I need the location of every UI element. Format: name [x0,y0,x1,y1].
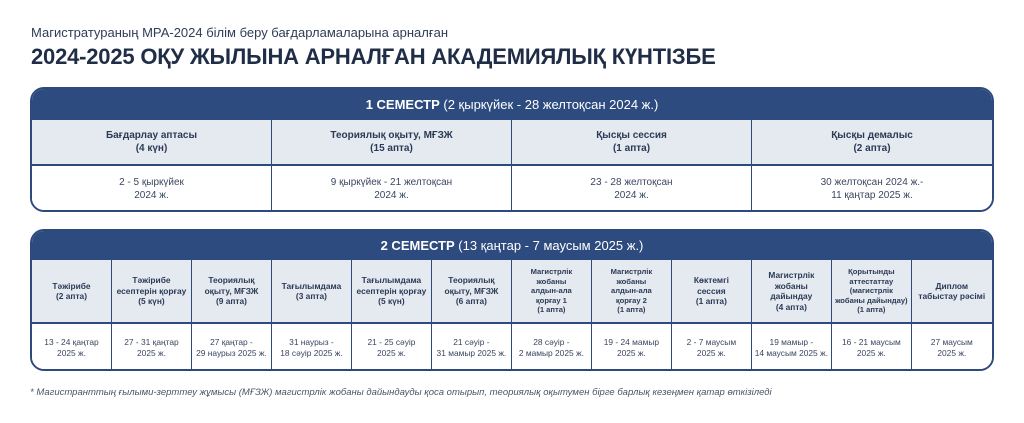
semester-2-range: (13 қаңтар - 7 маусым 2025 ж.) [454,238,644,253]
sem1-col-header: Қысқы сессия (1 апта) [512,120,752,164]
semester-2-header-row [32,260,992,324]
semester-2-label: 2 СЕМЕСТР [380,238,455,253]
semester-1-range: (2 қыркүйек - 28 желтоқсан 2024 ж.) [439,97,659,112]
semester-1-label: 1 СЕМЕСТР [365,97,440,112]
semester-2-header [32,231,992,260]
sem2-date-cell: 2 - 7 маусым 2025 ж. [672,324,752,371]
sem2-col-header: Теориялық оқыту, МҒЗЖ (9 апта) [192,260,272,322]
document-subtitle: Магистратураның МРА-2024 білім беру бағдарламаларына арналған [31,25,449,40]
sem1-date-cell: 2 - 5 қыркүйек 2024 ж. [32,166,272,212]
sem2-date-cell: 19 - 24 мамыр 2025 ж. [592,324,672,371]
sem2-col-header: Диплом табыстау рәсімі [912,260,992,322]
semester-1-table [30,87,994,212]
sem2-col-header: Теориялық оқыту, МҒЗЖ (6 апта) [432,260,512,322]
sem2-date-cell: 28 сәуір - 2 мамыр 2025 ж. [512,324,592,371]
semester-1-header [32,89,992,120]
semester-1-dates-row [32,166,992,212]
sem2-date-cell: 27 - 31 қаңтар 2025 ж. [112,324,192,371]
sem1-date-cell: 23 - 28 желтоқсан 2024 ж. [512,166,752,212]
sem2-date-cell: 31 наурыз - 18 сәуір 2025 ж. [272,324,352,371]
sem1-date-cell: 9 қыркүйек - 21 желтоқсан 2024 ж. [272,166,512,212]
sem1-col-header: Теориялық оқыту, МҒЗЖ (15 апта) [272,120,512,164]
sem2-col-header: Магистрлік жобаны алдын-ала қорғау 1 (1 апта) [512,260,592,322]
document-title: 2024-2025 ОҚУ ЖЫЛЫНА АРНАЛҒАН АКАДЕМИЯЛЫҚ КҮНТІЗБЕ [31,44,716,69]
sem1-col-header: Қысқы демалыс (2 апта) [752,120,992,164]
sem2-col-header: Тәжірибе есептерін қорғау (5 күн) [112,260,192,322]
semester-2-dates-row [32,324,992,371]
footnote: * Магистранттың ғылыми-зерттеу жұмысы (МҒЗЖ) магистрлік жобаны дайындауды қоса отырып, теориялық оқытумен бірге барлық кезеңмен қатар өткізіледі [30,387,772,398]
sem2-date-cell: 13 - 24 қаңтар 2025 ж. [32,324,112,371]
sem2-col-header: Магистрлік жобаны дайындау (4 апта) [752,260,832,322]
sem2-col-header: Тәжірибе (2 апта) [32,260,112,322]
sem2-date-cell: 21 сәуір - 31 мамыр 2025 ж. [432,324,512,371]
sem2-col-header: Тағылымдама (3 апта) [272,260,352,322]
sem2-date-cell: 16 - 21 маусым 2025 ж. [832,324,912,371]
semester-2-table [30,229,994,371]
sem1-col-header: Бағдарлау аптасы (4 күн) [32,120,272,164]
semester-1-header-row [32,120,992,166]
sem2-col-header: Тағылымдама есептерін қорғау (5 күн) [352,260,432,322]
sem2-col-header: Қорытынды аттестаттау (магистрлік жобаны дайындау) (1 апта) [832,260,912,322]
sem2-date-cell: 27 қаңтар - 29 наурыз 2025 ж. [192,324,272,371]
sem2-date-cell: 19 мамыр - 14 маусым 2025 ж. [752,324,832,371]
sem2-col-header: Көктемгі сессия (1 апта) [672,260,752,322]
sem1-date-cell: 30 желтоқсан 2024 ж.- 11 қаңтар 2025 ж. [752,166,992,212]
sem2-date-cell: 21 - 25 сәуір 2025 ж. [352,324,432,371]
sem2-col-header: Магистрлік жобаны алдын-ала қорғау 2 (1 апта) [592,260,672,322]
sem2-date-cell: 27 маусым 2025 ж. [912,324,992,371]
